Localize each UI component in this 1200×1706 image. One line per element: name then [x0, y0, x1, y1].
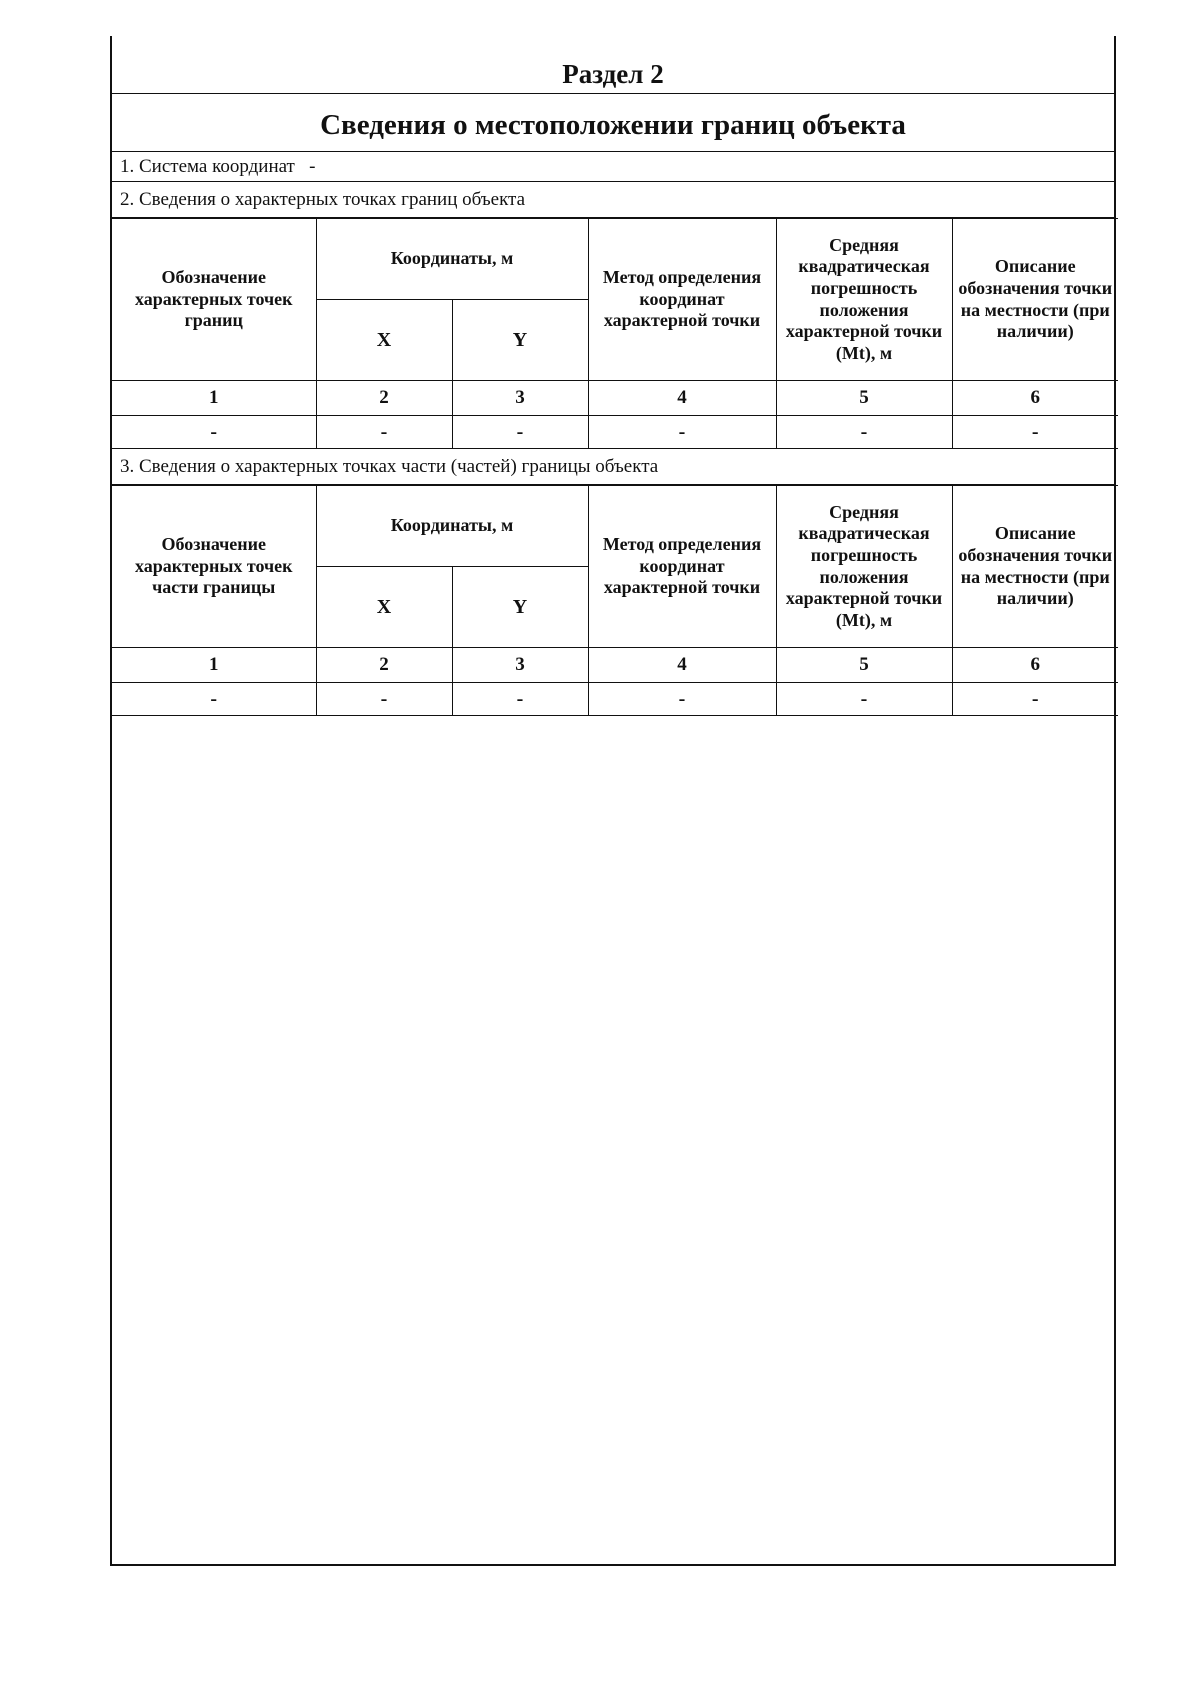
header-x: X [316, 300, 452, 381]
column-number: 5 [776, 381, 952, 416]
header-description: Описание обозначения точки на местности (при наличии) [952, 486, 1118, 648]
part-boundary-points-table [112, 485, 1118, 716]
coord-system-line [112, 152, 1114, 182]
table-row [112, 683, 1118, 716]
table-cell: - [112, 683, 316, 716]
column-number: 6 [952, 648, 1118, 683]
table-cell: - [588, 683, 776, 716]
column-number: 2 [316, 648, 452, 683]
column-number: 1 [112, 648, 316, 683]
column-number: 4 [588, 381, 776, 416]
header-error: Средняя квадратическая погрешность положения характерной точки (Mt), м [776, 219, 952, 381]
column-number: 1 [112, 381, 316, 416]
table-cell: - [952, 683, 1118, 716]
header-method: Метод определения координат характерной точки [588, 219, 776, 381]
table-cell: - [952, 416, 1118, 449]
column-number-row [112, 648, 1118, 683]
coord-system-label: 1. Система координат [120, 156, 295, 177]
header-error: Средняя квадратическая погрешность положения характерной точки (Mt), м [776, 486, 952, 648]
column-number-row [112, 381, 1118, 416]
header-x: X [316, 567, 452, 648]
header-designation: Обозначение характерных точек границ [112, 219, 316, 381]
column-number: 4 [588, 648, 776, 683]
table-cell: - [776, 683, 952, 716]
part2-heading: 2. Сведения о характерных точках границ объекта [112, 182, 1114, 218]
document-page [110, 36, 1116, 1566]
table-cell: - [316, 416, 452, 449]
column-number: 5 [776, 648, 952, 683]
table-cell: - [316, 683, 452, 716]
header-y: Y [452, 300, 588, 381]
document-title: Сведения о местоположении границ объекта [112, 94, 1114, 152]
table-cell: - [588, 416, 776, 449]
part3-heading: 3. Сведения о характерных точках части (частей) границы объекта [112, 449, 1114, 485]
table-cell: - [452, 683, 588, 716]
table-row [112, 416, 1118, 449]
header-y: Y [452, 567, 588, 648]
header-coordinates: Координаты, м [316, 486, 588, 567]
column-number: 6 [952, 381, 1118, 416]
table-cell: - [776, 416, 952, 449]
header-description: Описание обозначения точки на местности (при наличии) [952, 219, 1118, 381]
table-cell: - [112, 416, 316, 449]
boundary-points-table [112, 218, 1118, 449]
coord-system-value: - [309, 156, 316, 177]
section-label: Раздел 2 [112, 36, 1114, 94]
header-coordinates: Координаты, м [316, 219, 588, 300]
column-number: 3 [452, 381, 588, 416]
column-number: 3 [452, 648, 588, 683]
table-cell: - [452, 416, 588, 449]
header-designation: Обозначение характерных точек части границы [112, 486, 316, 648]
header-method: Метод определения координат характерной точки [588, 486, 776, 648]
column-number: 2 [316, 381, 452, 416]
